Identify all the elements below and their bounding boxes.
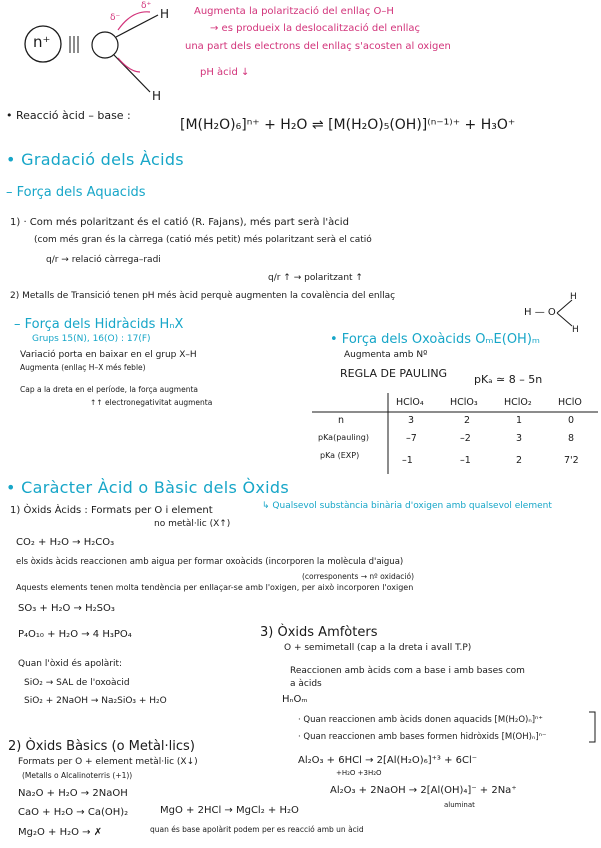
table-header: HClO₂ <box>504 397 532 408</box>
table-cell: 7'2 <box>564 455 579 466</box>
note-line: → es produeix la deslocalització del enllaç <box>210 23 421 34</box>
subsection-heading: 3) Òxids Amfòters <box>260 625 378 640</box>
equation: CaO + H₂O → Ca(OH)₂ <box>18 807 129 818</box>
equation: SiO₂ + 2NaOH → Na₂SiO₃ + H₂O <box>24 696 167 706</box>
delta-plus-label: δ⁺ <box>141 1 152 11</box>
equation: Al₂O₃ + 2NaOH → 2[Al(OH)₄]⁻ + 2Na⁺ <box>330 785 517 796</box>
subsection-title: • Força dels Oxoàcids OₘE(OH)ₘ <box>330 332 540 347</box>
delta-minus-label: δ⁻ <box>110 13 121 23</box>
text-line: a àcids <box>290 679 322 689</box>
text-line: 1) · Com més polaritzant és el catió (R. Fajans), més part serà l'àcid <box>10 217 349 228</box>
table-cell: 2 <box>464 415 471 426</box>
equation: Mg₂O + H₂O → ✗ <box>18 827 103 838</box>
table-cell: 2 <box>516 455 523 466</box>
rule-formula: pKₐ ≃ 8 – 5n <box>474 373 543 386</box>
text-line: Variació porta en baixar en el grup X–H <box>20 350 197 360</box>
text-line: Augmenta amb Nº <box>344 350 428 360</box>
oh-bond-line <box>114 55 150 92</box>
note-line: Augmenta la polarització del enllaç O–H <box>194 6 394 17</box>
table-header: HClO <box>558 397 582 408</box>
section-title: • Gradació dels Àcids <box>6 150 184 169</box>
text-line: els òxids àcids reaccionen amb aigua per formar oxoàcids (incorporen la molècula d'aigua) <box>16 557 404 567</box>
definition-note: ↳ Qualsevol substància binària d'oxigen amb qualsevol element <box>262 501 552 511</box>
water-bond <box>557 313 572 326</box>
subsection-heading: 1) Òxids Àcids : Formats per O i element <box>10 505 213 516</box>
water-h-label: H <box>570 292 577 302</box>
text-line: · Quan reaccionen amb bases formen hidròxids [M(OH)ₙ]ⁿ⁻ <box>298 732 547 742</box>
equation: Na₂O + H₂O → 2NaOH <box>18 788 128 799</box>
water-h-label: H <box>572 325 579 335</box>
text-line: ↑↑ electronegativitat augmenta <box>90 398 213 407</box>
text-line: Reaccionen amb àcids com a base i amb bases com <box>290 666 525 676</box>
table-cell: –2 <box>460 433 471 444</box>
table-cell: –7 <box>406 433 417 444</box>
equation: SiO₂ → SAL de l'oxoàcid <box>24 678 130 688</box>
text-line: (corresponents → nº oxidació) <box>302 572 415 581</box>
bracket <box>589 712 595 742</box>
subsection-title: – Força dels Aquacids <box>6 185 146 200</box>
text-line: q/r ↑ → polaritzant ↑ <box>268 273 363 283</box>
equation: Al₂O₃ + 6HCl → 2[Al(H₂O)₆]⁺³ + 6Cl⁻ <box>298 755 478 766</box>
table-header: HClO₃ <box>450 397 478 408</box>
table-cell: 1 <box>516 415 523 426</box>
table-row-label: n <box>338 415 345 426</box>
oh-bond-line <box>116 15 158 37</box>
water-o-label: H — O <box>524 307 556 318</box>
section-title: • Caràcter Àcid o Bàsic dels Òxids <box>6 478 289 497</box>
text-line: · Quan reaccionen amb àcids donen aquacids [M(H₂O)ₙ]ⁿ⁺ <box>298 715 543 725</box>
equation-note: aluminat <box>444 801 475 809</box>
note-line: pH àcid ↓ <box>200 67 250 78</box>
text-line: Aquests elements tenen molta tendència per enllaçar-se amb l'oxigen, per això incorporen l'oxigen <box>16 583 414 592</box>
table-header: HClO₄ <box>396 397 424 408</box>
note-line: una part dels electrons del enllaç s'acosten al oxigen <box>185 41 451 52</box>
table-cell: –1 <box>460 455 471 466</box>
table-cell: 3 <box>408 415 415 426</box>
text-line: Grups 15(N), 16(O) : 17(F) <box>32 334 151 344</box>
equation: P₄O₁₀ + H₂O → 4 H₃PO₄ <box>18 629 132 640</box>
equation: MgO + 2HCl → MgCl₂ + H₂O <box>160 805 299 816</box>
equation: SO₃ + H₂O → H₂SO₃ <box>18 603 115 614</box>
table-cell: 8 <box>568 433 575 444</box>
text-line: Cap a la dreta en el període, la força augmenta <box>20 385 198 394</box>
subsection-heading: 2) Òxids Bàsics (o Metàl·lics) <box>8 739 195 754</box>
table-row-label: pKa(pauling) <box>318 433 369 442</box>
reaction-label: • Reacció àcid – base : <box>6 109 131 122</box>
hydrogen-label: H <box>152 89 162 103</box>
text-line: HₙOₘ <box>282 694 308 705</box>
text-line: Formats per O + element metàl·lic (X↓) <box>18 757 198 767</box>
equation-note: +H₂O +3H₂O <box>336 769 382 777</box>
table-cell: –1 <box>402 455 413 466</box>
text-line: Augmenta (enllaç H–X més feble) <box>20 363 146 372</box>
text-line: 2) Metalls de Transició tenen pH més àcid perquè augmenten la covalència del enllaç <box>10 291 396 301</box>
oxygen-circle <box>92 32 118 58</box>
text-line: no metàl·lic (X↑) <box>154 519 231 529</box>
text-line: Quan l'òxid és apolàrit: <box>18 659 123 669</box>
table-row-label: pKa (EXP) <box>320 451 360 460</box>
cation-label: n⁺ <box>33 33 51 51</box>
text-line: quan és base apolàrit podem per es reacció amb un àcid <box>150 825 364 834</box>
reaction-equation: [M(H₂O)₆]ⁿ⁺ + H₂O ⇌ [M(H₂O)₅(OH)]⁽ⁿ⁻¹⁾⁺ + H₃O⁺ <box>180 117 516 133</box>
hydrogen-label: H <box>160 7 170 21</box>
table-cell: 0 <box>568 415 575 426</box>
text-line: (com més gran és la càrrega (catió més petit) més polaritzant serà el catió <box>34 235 372 245</box>
rule-title: REGLA DE PAULING <box>340 367 448 380</box>
equation: CO₂ + H₂O → H₂CO₃ <box>16 537 115 548</box>
text-line: q/r → relació càrrega–radi <box>46 255 161 265</box>
table-cell: 3 <box>516 433 523 444</box>
text-line: (Metalls o Alcalinoterris (+1)) <box>22 771 133 780</box>
subsection-title: – Força dels Hidràcids HₙX <box>14 317 184 332</box>
text-line: O + semimetall (cap a la dreta i avall T.P) <box>284 643 472 653</box>
